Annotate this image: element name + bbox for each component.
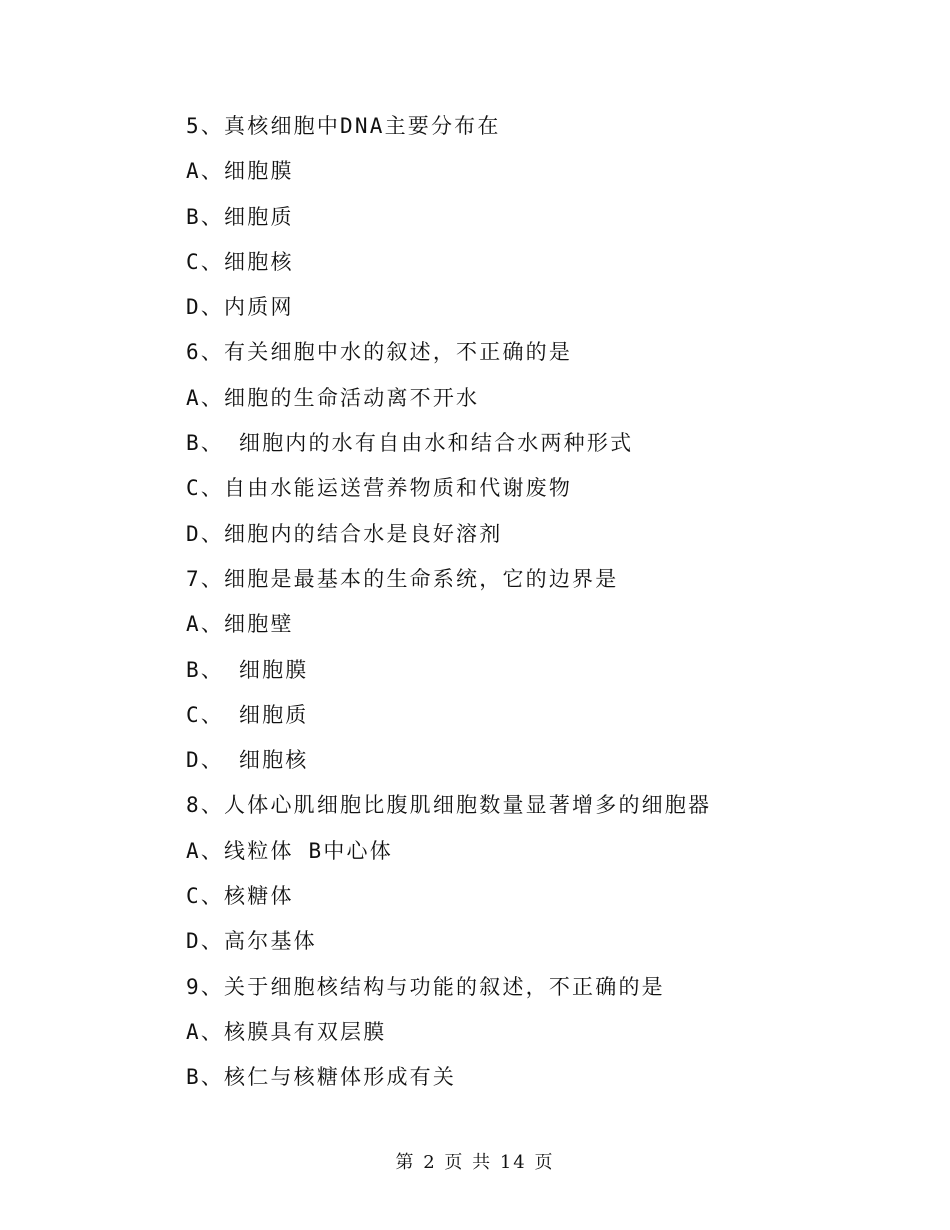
question-5-option-b: B、细胞质 [186, 204, 294, 229]
question-9-stem: 9、关于细胞核结构与功能的叙述，不正确的是 [186, 974, 665, 999]
question-6-option-d: D、细胞内的结合水是良好溶剂 [186, 521, 503, 546]
question-7-option-c: C、 细胞质 [186, 702, 309, 727]
question-8-option-a-b: A、线粒体 B中心体 [186, 838, 393, 863]
question-6-option-b: B、 细胞内的水有自由水和结合水两种形式 [186, 431, 634, 456]
question-6-option-c: C、自由水能运送营养物质和代谢废物 [186, 476, 573, 501]
question-5-option-c: C、细胞核 [186, 249, 294, 274]
question-6-option-a: A、细胞的生命活动离不开水 [186, 385, 480, 410]
question-5-option-a: A、细胞膜 [186, 159, 294, 184]
question-5-option-d: D、内质网 [186, 295, 294, 320]
question-8-stem: 8、人体心肌细胞比腹肌细胞数量显著增多的细胞器 [186, 793, 712, 818]
question-5-stem: 5、真核细胞中DNA主要分布在 [186, 114, 501, 138]
question-7-option-a: A、细胞壁 [186, 612, 294, 637]
question-9-option-b: B、核仁与核糖体形成有关 [186, 1065, 457, 1090]
question-8-option-c: C、核糖体 [186, 884, 294, 909]
question-6-stem: 6、有关细胞中水的叙述，不正确的是 [186, 340, 573, 365]
question-7-stem: 7、细胞是最基本的生命系统，它的边界是 [186, 566, 619, 591]
question-7-option-b: B、 细胞膜 [186, 657, 309, 682]
page-number-footer: 第 2 页 共 14 页 [395, 1152, 555, 1173]
question-9-option-a: A、核膜具有双层膜 [186, 1019, 387, 1044]
question-8-option-d: D、高尔基体 [186, 929, 317, 954]
document-body [186, 104, 886, 1101]
question-7-option-d: D、 细胞核 [186, 748, 309, 773]
